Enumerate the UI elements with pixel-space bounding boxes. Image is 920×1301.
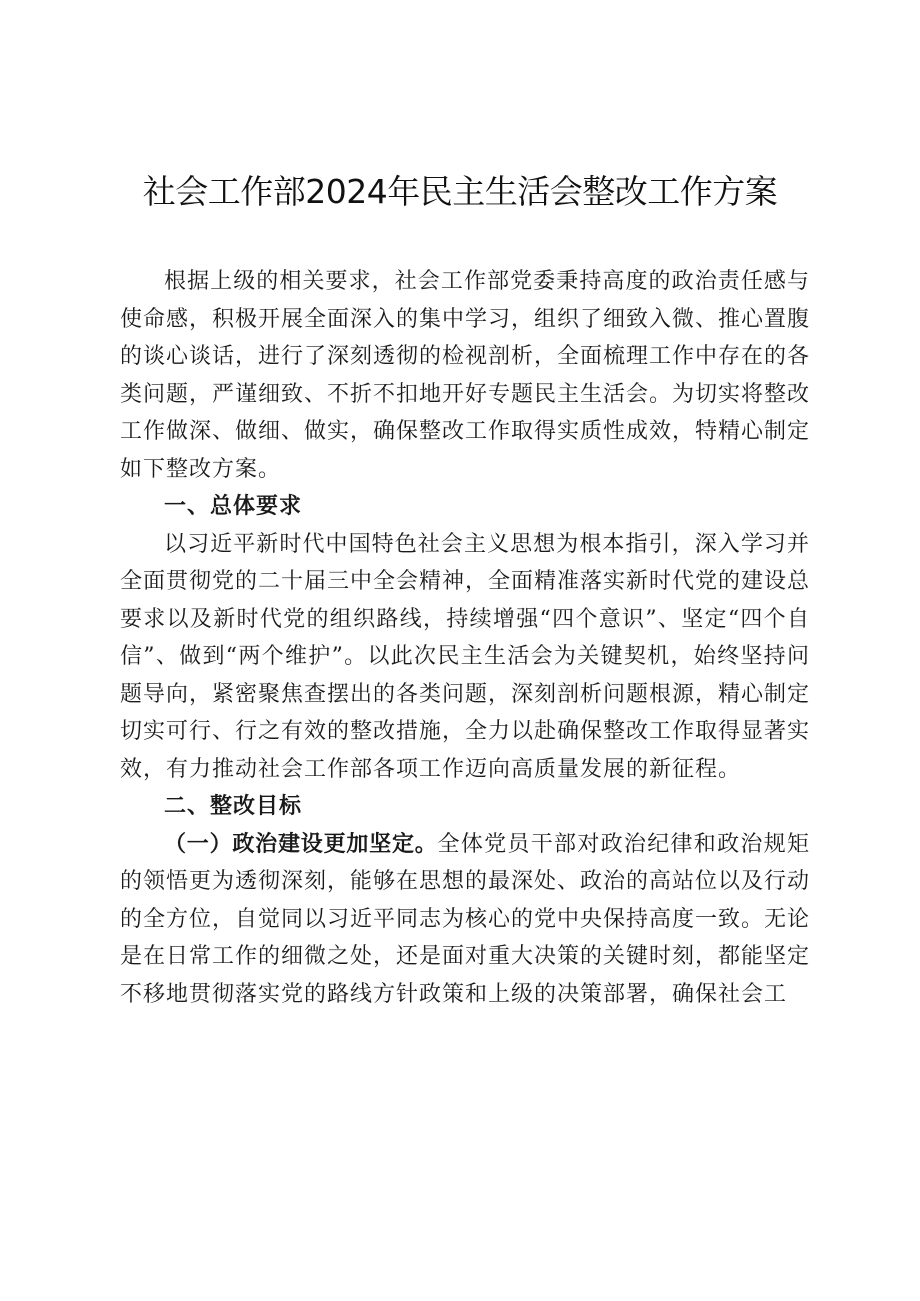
document-body (120, 263, 810, 1013)
document-title: 社会工作部2024年民主生活会整改工作方案 (142, 172, 778, 211)
intro-paragraph: 根据上级的相关要求，社会工作部党委秉持高度的政治责任感与使命感，积极开展全面深入的集中学习，组织了细致入微、推心置腹的谈心谈话，进行了深刻透彻的检视剖析，全面梳理工作中存在的各类问题，严谨细致、不折不扣地开好专题民主生活会。为切实将整改工作做深、做细、做实，确保整改工作取得实质性成效，特精心制定如下整改方案。 (120, 269, 811, 482)
section-2-heading: 二、整改目标 (164, 794, 303, 819)
section-2-item-1-lead: （一）政治建设更加坚定。 (164, 831, 438, 857)
section-1-paragraph: 以习近平新时代中国特色社会主义思想为根本指引，深入学习并全面贯彻党的二十届三中全会精神，全面精准落实新时代党的建设总要求以及新时代党的组织路线，持续增强“四个意识”、坚定“四个自信”、做到“两个维护”。以此次民主生活会为关键契机，始终坚持问题导向，紧密聚焦查摆出的各类问题，深刻剖析问题根源，精心制定切实可行、行之有效的整改措施，全力以赴确保整改工作取得显著实效，有力推动社会工作部各项工作迈向高质量发展的新征程。 (120, 531, 811, 782)
section-2-item-1-text: 全体党员干部对政治纪律和政治规矩的领悟更为透彻深刻，能够在思想的最深处、政治的高站位以及行动的全方位，自觉同以习近平同志为核心的党中央保持高度一致。无论是在日常工作的细微之处，还是面对重大决策的关键时刻，都能坚定不移地贯彻落实党的路线方针政策和上级的决策部署，确保社会工 (120, 831, 811, 1007)
section-1-heading: 一、总体要求 (164, 494, 303, 519)
section-2-item-1 (120, 826, 810, 1014)
